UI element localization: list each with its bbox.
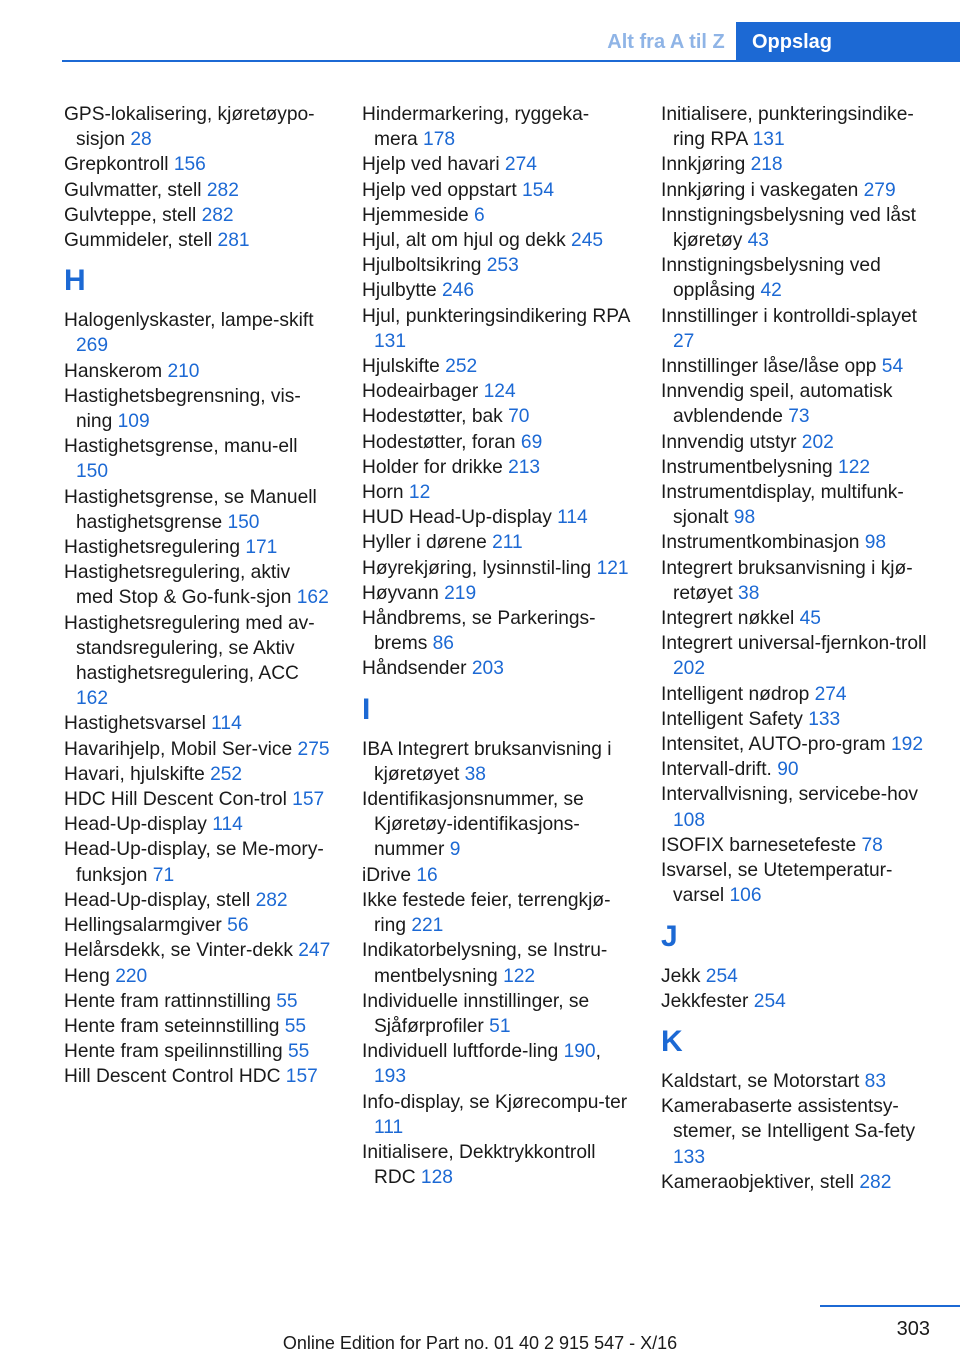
page-reference-link[interactable]: 114 (211, 713, 242, 735)
index-entry (362, 737, 630, 787)
page-reference-link[interactable]: 245 (571, 230, 604, 252)
index-entry (661, 631, 929, 681)
page-reference-link[interactable]: 54 (881, 356, 904, 378)
index-entry (64, 178, 332, 203)
index-entry-text: Hodestøtter, bak (362, 406, 509, 428)
index-entry-text: Hjelp ved havari (362, 154, 505, 176)
page-reference-link[interactable]: 45 (799, 608, 821, 630)
index-entry (661, 430, 929, 455)
page-reference-link[interactable]: 122 (503, 965, 536, 987)
index-entry (64, 989, 332, 1014)
index-entry-text: Ikke festede feier, terrengkjø-ring (362, 889, 611, 937)
index-column-3 (661, 102, 929, 1195)
index-entry-text: Isvarsel, se Utetemperatur-varsel (661, 860, 893, 907)
page-reference-link[interactable]: 178 (423, 129, 456, 151)
index-entry-text: Indikatorbelysning, se Instru-mentbelysning (362, 940, 608, 987)
index-entry-text: GPS-lokalisering, kjøretøypo-sisjon (64, 104, 315, 151)
index-entry (362, 304, 630, 354)
index-entry (661, 606, 929, 631)
index-entry-text: Innstigningsbelysning ved låst kjøretøy (661, 204, 916, 252)
index-entry-text: Instrumentkombinasjon (661, 532, 865, 554)
page-reference-link[interactable]: 86 (432, 633, 454, 655)
page-number: 303 (896, 1318, 930, 1340)
page-reference-link[interactable]: 106 (729, 885, 762, 907)
index-entry (362, 430, 630, 455)
index-entry-text: Hyller i dørene (362, 532, 493, 554)
page-reference-link[interactable]: 282 (206, 179, 239, 201)
index-entry (661, 732, 929, 757)
page-reference-link[interactable]: 157 (285, 1066, 318, 1088)
page-reference-link[interactable]: 38 (738, 582, 760, 604)
index-entry-text: Intelligent nødrop (661, 683, 815, 705)
index-entry (661, 682, 929, 707)
page-reference-link[interactable]: 219 (444, 582, 477, 604)
index-entry-text: Hastighetsgrense, se Manuell hastighetsgrense (64, 486, 317, 533)
index-entry (661, 203, 929, 253)
page-reference-link[interactable]: 282 (255, 889, 288, 911)
index-entry-text: Head-Up-display, se Me-mory-funksjon (64, 839, 324, 886)
index-entry (64, 485, 332, 535)
index-entry (661, 964, 929, 989)
index-entry-text: Hjul, punkteringsindikering RPA (362, 305, 630, 327)
edition-footer: Online Edition for Part no. 01 40 2 915 547 - X/16 (282, 1333, 678, 1353)
page-reference-link[interactable]: 114 (212, 814, 243, 836)
index-entry-text: Innvendig speil, automatisk avblendende (661, 381, 893, 428)
page-reference-link[interactable]: 12 (408, 482, 431, 504)
index-entry (64, 964, 332, 989)
page-reference-link[interactable]: 90 (777, 759, 799, 781)
index-entry (362, 379, 630, 404)
index-entry (64, 787, 332, 812)
index-entry (64, 1064, 332, 1089)
index-entry-text: Info-display, se Kjørecompu-ter (362, 1091, 628, 1113)
index-entry-text: IBA Integrert bruksanvisning i kjøretøyet (362, 738, 612, 785)
index-entry (362, 787, 630, 863)
page-reference-link[interactable]: 71 (152, 864, 175, 886)
index-entry-text: Helårsdekk, se Vinter-dekk (64, 940, 299, 962)
page-reference-link[interactable]: 55 (276, 990, 298, 1012)
page-reference-link[interactable]: 6 (473, 204, 485, 226)
page-reference-link[interactable]: 203 (471, 658, 504, 680)
index-entry (362, 989, 630, 1039)
index-entry (64, 1039, 332, 1064)
page-reference-link[interactable]: 70 (508, 406, 530, 428)
page-reference-link[interactable]: 218 (750, 154, 783, 176)
index-entry-text: Innkjøring (661, 154, 751, 176)
index-entry (661, 757, 929, 782)
page-reference-link[interactable]: 121 (596, 557, 629, 579)
index-entry (64, 535, 332, 560)
index-entry (362, 152, 630, 177)
index-entry (661, 1069, 929, 1094)
index-entry (362, 102, 630, 152)
page-reference-link[interactable]: 279 (863, 179, 896, 201)
index-entry-text: Hodeairbager (362, 381, 484, 403)
page-reference-link[interactable]: 254 (705, 965, 738, 987)
page-reference-link[interactable]: 157 (292, 789, 325, 811)
index-entry-text: Havari, hjulskifte (64, 763, 211, 785)
index-entry-text: Intensitet, AUTO-pro-gram (661, 734, 891, 756)
page-reference-link[interactable]: 193 (374, 1066, 407, 1088)
index-entry (661, 989, 929, 1014)
index-entry-text: Jekk (661, 965, 706, 987)
page-reference-link[interactable]: 83 (864, 1070, 887, 1092)
page-reference-link[interactable]: 51 (489, 1015, 511, 1037)
index-entry (362, 530, 630, 555)
page-reference-link[interactable]: 156 (173, 154, 206, 176)
index-entry-text: Hjelp ved oppstart (362, 179, 522, 201)
index-entry (661, 480, 929, 530)
page-reference-link[interactable]: 220 (115, 965, 148, 987)
index-entry (661, 379, 929, 429)
index-entry (661, 304, 929, 354)
index-entry-text: Innstillinger i kontrolldi-splayet (661, 305, 917, 327)
index-entry-text: Horn (362, 482, 409, 504)
page-reference-link[interactable]: 252 (210, 763, 243, 785)
page-reference-link[interactable]: 221 (411, 915, 444, 937)
index-entry (362, 606, 630, 656)
index-entry (661, 1094, 929, 1170)
index-column-2 (362, 102, 630, 1190)
index-entry (362, 228, 630, 253)
page-reference-link[interactable]: 124 (483, 381, 516, 403)
index-entry (64, 737, 332, 762)
index-entry-text: Hjemmeside (362, 204, 474, 226)
index-entry-text: Hente fram speilinnstilling (64, 1041, 288, 1063)
index-entry-text: iDrive (362, 864, 417, 886)
index-entry-text: Individuelle innstillinger, se Sjåførprofiler (362, 990, 590, 1037)
index-entry (362, 1090, 630, 1140)
index-entry-text: Halogenlyskaster, lampe-skift (64, 310, 314, 332)
index-entry (64, 837, 332, 887)
index-entry-text: Initialisere, punkteringsindike-ring RPA (661, 104, 914, 151)
index-entry-text: Innstillinger låse/låse opp (661, 356, 882, 378)
index-entry-text: Gulvteppe, stell (64, 204, 202, 226)
page-reference-link[interactable]: 282 (859, 1171, 892, 1193)
index-entry (64, 711, 332, 736)
index-entry (64, 152, 332, 177)
index-letter-heading: J (661, 919, 678, 953)
index-entry-text: Intervall-drift. (661, 759, 778, 781)
index-entry (362, 505, 630, 530)
index-entry (64, 762, 332, 787)
footer-rule (820, 1305, 960, 1307)
index-entry (64, 102, 332, 152)
index-entry-text: Hjulskifte (362, 356, 446, 378)
index-entry-text: Hellingsalarmgiver (64, 915, 228, 937)
index-entry-text: Head-Up-display (64, 814, 213, 836)
index-entry (64, 1014, 332, 1039)
page-reference-link[interactable]: 150 (76, 461, 109, 483)
index-entry (661, 152, 929, 177)
page-reference-link[interactable]: 122 (838, 456, 871, 478)
header-tab: Oppslag (736, 22, 960, 62)
index-entry (64, 611, 332, 712)
index-entry-text: Høyvann (362, 582, 445, 604)
page-reference-link[interactable]: 252 (445, 356, 478, 378)
index-entry-text: HUD Head-Up-display (362, 507, 558, 529)
page-reference-link[interactable]: 282 (201, 204, 234, 226)
index-entry-text: Hastighetsregulering, aktiv med Stop & Go-funk-sjon (64, 562, 297, 609)
index-entry (362, 888, 630, 938)
page-reference-link[interactable]: 28 (130, 129, 152, 151)
index-entry-text: Hodestøtter, foran (362, 431, 521, 453)
index-entry-text: Intelligent Safety (661, 708, 809, 730)
index-entry-text: Hastighetsgrense, manu-ell (64, 436, 298, 458)
page-reference-link[interactable]: 202 (673, 658, 706, 680)
index-entry (64, 434, 332, 484)
index-entry (661, 455, 929, 480)
index-entry (661, 556, 929, 606)
index-entry-text: Hente fram rattinnstilling (64, 990, 277, 1012)
page-reference-link[interactable]: 275 (297, 738, 330, 760)
index-entry-text: Integrert bruksanvisning i kjø-retøyet (661, 557, 913, 604)
index-entry-text: Høyrekjøring, lysinnstil-ling (362, 557, 597, 579)
index-entry (362, 354, 630, 379)
page-reference-link[interactable]: 213 (508, 456, 541, 478)
index-entry (64, 938, 332, 963)
index-entry (661, 178, 929, 203)
page-reference-link[interactable]: 43 (747, 230, 769, 252)
index-entry-text: Intervallvisning, servicebe-hov (661, 784, 919, 806)
index-entry-text: Hanskerom (64, 360, 168, 382)
index-entry-text: Instrumentdisplay, multifunk-sjonalt (661, 482, 904, 529)
index-entry-text: Gulvmatter, stell (64, 179, 207, 201)
index-entry (64, 203, 332, 228)
index-entry-text: Hastighetsvarsel (64, 713, 212, 735)
index-entry: Individuell luftforde-ling 190, 193 (362, 1041, 601, 1088)
index-entry (64, 888, 332, 913)
index-entry (64, 812, 332, 837)
page-reference-link[interactable]: 128 (420, 1167, 453, 1189)
index-entry (362, 556, 630, 581)
index-entry-text: Innkjøring i vaskegaten (661, 179, 864, 201)
index-entry (362, 253, 630, 278)
page-reference-link[interactable]: 202 (801, 431, 834, 453)
page-reference-link[interactable]: 55 (284, 1015, 307, 1037)
page-reference-link[interactable]: 131 (374, 330, 407, 352)
index-entry-text: Kaldstart, se Motorstart (661, 1070, 865, 1092)
index-letter-heading: I (362, 692, 371, 726)
index-entry (661, 253, 929, 303)
index-entry-text: Hjulboltsikring (362, 255, 487, 277)
index-entry (661, 1170, 929, 1195)
index-entry-text: Hjul, alt om hjul og dekk (362, 230, 572, 252)
index-entry (362, 581, 630, 606)
index-entry-text: Gummideler, stell (64, 230, 218, 252)
index-entry (362, 455, 630, 480)
index-entry-text: Hindermarkering, ryggeka-mera (362, 104, 590, 151)
index-entry (661, 833, 929, 858)
page-reference-link[interactable]: 162 (76, 688, 109, 710)
page-reference-link[interactable]: 274 (504, 154, 537, 176)
page-reference-link[interactable]: 154 (521, 179, 554, 201)
page-reference-link[interactable]: 211 (492, 532, 523, 554)
page-reference-link[interactable]: 247 (298, 940, 331, 962)
index-entry-text: HDC Hill Descent Con-trol (64, 789, 293, 811)
index-entry-text: Håndbrems, se Parkerings-brems (362, 608, 596, 655)
page-reference-link[interactable]: 73 (788, 406, 810, 428)
index-entry (362, 203, 630, 228)
page-reference-link[interactable]: 253 (486, 255, 519, 277)
page-reference-link[interactable]: 111 (374, 1116, 404, 1138)
index-entry (362, 656, 630, 681)
index-entry (661, 102, 929, 152)
index-entry (362, 863, 630, 888)
page-reference-link[interactable]: 9 (449, 839, 461, 861)
index-entry-text: Integrert nøkkel (661, 608, 800, 630)
index-entry-text: Kamerabaserte assistentsy-stemer, se Intelligent Sa-fety (661, 1096, 916, 1143)
index-entry (64, 913, 332, 938)
index-entry (362, 480, 630, 505)
index-letter-heading: H (64, 264, 86, 298)
index-entry (661, 707, 929, 732)
index-entry (64, 359, 332, 384)
page-reference-link[interactable]: 246 (441, 280, 474, 302)
header-section-title: Alt fra A til Z (607, 31, 725, 53)
page-reference-link[interactable]: 42 (760, 280, 782, 302)
index-entry (362, 178, 630, 203)
page-reference-link[interactable]: 38 (464, 763, 486, 785)
index-entry (661, 530, 929, 555)
index-entry-text: Identifikasjonsnummer, se Kjøretøy-identifikasjons-nummer (362, 789, 584, 861)
index-entry (362, 1140, 630, 1190)
index-entry (64, 384, 332, 434)
page-reference-link[interactable]: 114 (557, 507, 588, 529)
index-entry-text: Innstigningsbelysning ved opplåsing (661, 255, 881, 302)
page-reference-link[interactable]: 171 (245, 537, 278, 559)
index-entry-text: Hastighetsbegrensning, vis-ning (64, 385, 301, 433)
page-reference-link[interactable]: 150 (227, 511, 260, 533)
index-entry-text: Hastighetsregulering med av-standsregulering, se Aktiv hastighetsregulering, ACC (64, 612, 315, 685)
index-entry-text: Individuell luftforde-ling (362, 1041, 564, 1063)
page-reference-link[interactable]: 27 (673, 330, 695, 352)
index-entry (64, 228, 332, 253)
index-entry-text: Kameraobjektiver, stell (661, 1171, 860, 1193)
page-reference-link[interactable]: 55 (287, 1041, 310, 1063)
index-entry-text: Havarihjelp, Mobil Ser-vice (64, 738, 298, 760)
index-entry-text: Håndsender (362, 658, 472, 680)
index-entry (64, 560, 332, 610)
index-entry-text: Hill Descent Control HDC (64, 1066, 286, 1088)
index-entry-text: Integrert universal-fjernkon-troll (661, 633, 927, 655)
index-entry-text: Hente fram seteinnstilling (64, 1015, 285, 1037)
page-reference-link[interactable]: 192 (890, 734, 923, 756)
index-entry-text: Head-Up-display, stell (64, 889, 256, 911)
index-entry (362, 938, 630, 988)
page-reference-link[interactable]: 56 (227, 915, 249, 937)
index-entry-text: Hjulbytte (362, 280, 442, 302)
index-entry-text: Innvendig utstyr (661, 431, 802, 453)
page-reference-link[interactable]: 162 (296, 587, 329, 609)
page-reference-link[interactable]: 190 (563, 1041, 596, 1063)
page-reference-link[interactable]: 269 (76, 335, 109, 357)
page-reference-link[interactable]: 109 (117, 411, 150, 433)
index-entry-text: ISOFIX barnesetefeste (661, 834, 862, 856)
page-reference-link[interactable]: 78 (861, 834, 883, 856)
index-entry-text: Grepkontroll (64, 154, 174, 176)
page-reference-link[interactable]: 133 (808, 708, 841, 730)
index-entry-text: Jekkfester (661, 990, 754, 1012)
page-reference-link[interactable]: 98 (864, 532, 887, 554)
index-entry-text: Heng (64, 965, 116, 987)
index-entry (362, 278, 630, 303)
index-entry (661, 782, 929, 832)
page-reference-link[interactable]: 131 (752, 129, 785, 151)
page-reference-link[interactable]: 16 (416, 864, 438, 886)
page-reference-link[interactable]: 281 (217, 230, 250, 252)
page-reference-link[interactable]: 69 (520, 431, 543, 453)
page-reference-link[interactable]: 210 (167, 360, 200, 382)
index-entry-text: Hastighetsregulering (64, 537, 246, 559)
page-reference-link[interactable]: 98 (733, 507, 756, 529)
index-entry (661, 858, 929, 908)
index-entry-text: Holder for drikke (362, 456, 509, 478)
page-reference-link[interactable]: 274 (814, 683, 847, 705)
index-column-1 (64, 102, 332, 1090)
index-entry-text: Initialisere, Dekktrykkontroll RDC (362, 1141, 596, 1189)
index-entry (362, 404, 630, 429)
page-reference-link[interactable]: 133 (673, 1146, 706, 1168)
index-letter-heading: K (661, 1024, 683, 1058)
page-reference-link[interactable]: 254 (753, 990, 786, 1012)
index-entry (661, 354, 929, 379)
index-entry-text: Instrumentbelysning (661, 456, 839, 478)
index-entry (64, 308, 332, 358)
page-reference-link[interactable]: 108 (673, 809, 706, 831)
